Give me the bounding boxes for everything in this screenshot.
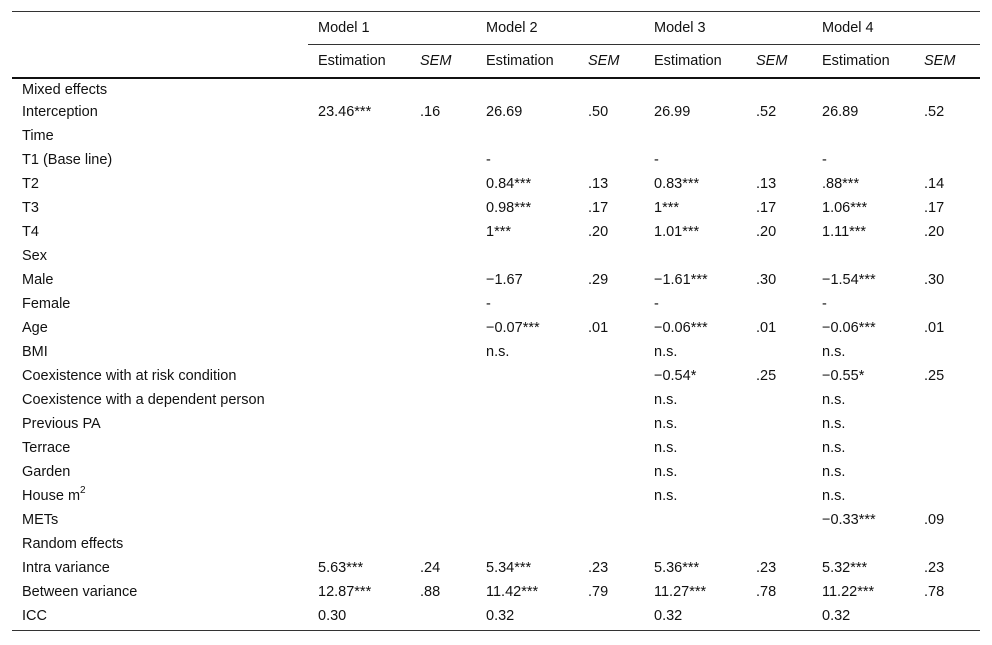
estimation-cell bbox=[308, 438, 410, 462]
table-row bbox=[12, 198, 980, 222]
estimation-cell bbox=[308, 198, 410, 222]
sem-cell bbox=[746, 126, 812, 150]
sem-cell bbox=[578, 246, 644, 270]
estimation-cell: −0.07*** bbox=[486, 320, 540, 336]
sem-cell bbox=[578, 342, 644, 366]
sem-cell bbox=[410, 534, 476, 558]
sem-cell bbox=[410, 270, 476, 294]
sem-cell bbox=[410, 390, 476, 414]
table-row bbox=[12, 294, 980, 318]
sem-cell bbox=[746, 78, 812, 102]
estimation-cell: 26.89 bbox=[822, 104, 859, 120]
sem-cell: .30 bbox=[756, 272, 777, 288]
row-label bbox=[12, 246, 308, 270]
table-row bbox=[12, 462, 980, 486]
sem-cell bbox=[914, 78, 980, 102]
estimation-cell: 0.83*** bbox=[654, 176, 700, 192]
sem-cell: .20 bbox=[588, 224, 609, 240]
row-label-text: T1 (Base line) bbox=[22, 152, 113, 168]
sem-cell bbox=[746, 438, 812, 462]
row-label-text: Coexistence with a dependent person bbox=[22, 392, 265, 408]
sem-cell bbox=[914, 342, 980, 366]
sem-cell bbox=[410, 366, 476, 390]
sem-cell bbox=[914, 126, 980, 150]
estimation-cell bbox=[308, 222, 410, 246]
estimation-cell bbox=[308, 318, 410, 342]
row-label bbox=[12, 318, 308, 342]
sem-cell bbox=[746, 510, 812, 534]
sem-cell bbox=[746, 414, 812, 438]
estimation-cell: n.s. bbox=[654, 464, 678, 480]
sem-cell bbox=[578, 294, 644, 318]
estimation-cell: 5.63*** bbox=[318, 560, 364, 576]
sem-header: SEM bbox=[914, 45, 980, 79]
header-corner bbox=[12, 12, 308, 45]
row-label bbox=[12, 438, 308, 462]
table-row bbox=[12, 222, 980, 246]
table-row bbox=[12, 342, 980, 366]
estimation-cell: - bbox=[486, 152, 491, 168]
estimation-cell bbox=[812, 246, 914, 270]
estimation-cell: n.s. bbox=[654, 392, 678, 408]
row-label bbox=[12, 342, 308, 366]
row-label-text: Time bbox=[22, 128, 54, 144]
sem-header: SEM bbox=[410, 45, 476, 79]
sem-cell bbox=[578, 414, 644, 438]
estimation-cell bbox=[308, 390, 410, 414]
row-label bbox=[12, 390, 308, 414]
sem-cell: .88 bbox=[420, 584, 441, 600]
table-row bbox=[12, 510, 980, 534]
estimation-cell: 0.32 bbox=[644, 606, 746, 631]
row-label-text: ICC bbox=[22, 608, 47, 624]
estimation-cell bbox=[476, 390, 578, 414]
sem-cell: .52 bbox=[924, 104, 945, 120]
estimation-cell bbox=[476, 414, 578, 438]
sem-cell bbox=[410, 222, 476, 246]
estimation-header: Estimation bbox=[644, 45, 746, 79]
sem-cell: .09 bbox=[924, 512, 945, 528]
row-label-text: Random effects bbox=[22, 536, 124, 552]
sem-cell bbox=[914, 150, 980, 174]
sem-cell: .13 bbox=[588, 176, 609, 192]
estimation-cell: .88*** bbox=[822, 176, 860, 192]
sem-cell bbox=[914, 414, 980, 438]
estimation-cell: 26.69 bbox=[486, 104, 523, 120]
estimation-cell bbox=[476, 534, 578, 558]
sem-cell bbox=[410, 174, 476, 198]
row-label-text: Terrace bbox=[22, 440, 71, 456]
table-row bbox=[12, 126, 980, 150]
estimation-cell: 0.98*** bbox=[486, 200, 532, 216]
estimation-cell: - bbox=[822, 296, 827, 312]
sem-cell: .01 bbox=[588, 320, 609, 336]
estimation-cell bbox=[308, 246, 410, 270]
table-row bbox=[12, 150, 980, 174]
sem-cell bbox=[914, 606, 980, 631]
row-label bbox=[12, 510, 308, 534]
sem-cell: .01 bbox=[924, 320, 945, 336]
estimation-cell: n.s. bbox=[486, 344, 510, 360]
row-label bbox=[12, 414, 308, 438]
estimation-cell bbox=[644, 510, 746, 534]
estimation-cell bbox=[644, 78, 746, 102]
estimation-header: Estimation bbox=[476, 45, 578, 79]
sem-cell: .79 bbox=[588, 584, 609, 600]
sem-cell: .20 bbox=[756, 224, 777, 240]
estimation-cell: 11.42*** bbox=[486, 584, 539, 600]
sem-cell bbox=[578, 486, 644, 510]
estimation-cell: 1.11*** bbox=[822, 224, 867, 240]
estimation-cell bbox=[812, 126, 914, 150]
sem-cell bbox=[746, 486, 812, 510]
estimation-header: Estimation bbox=[812, 45, 914, 79]
sem-cell bbox=[914, 438, 980, 462]
model-1-header: Model 1 bbox=[308, 12, 476, 45]
estimation-cell: n.s. bbox=[822, 344, 846, 360]
row-label bbox=[12, 366, 308, 390]
sem-cell bbox=[410, 294, 476, 318]
sem-cell bbox=[410, 198, 476, 222]
row-label-text: Coexistence with at risk condition bbox=[22, 368, 237, 384]
sem-cell: .20 bbox=[924, 224, 945, 240]
sem-cell: .78 bbox=[924, 584, 945, 600]
estimation-cell bbox=[476, 78, 578, 102]
row-label bbox=[12, 174, 308, 198]
table-row bbox=[12, 174, 980, 198]
table-row bbox=[12, 534, 980, 558]
row-label-text: Mixed effects bbox=[22, 82, 108, 98]
row-label-text: Male bbox=[22, 272, 54, 288]
sem-cell bbox=[578, 510, 644, 534]
sem-header: SEM bbox=[578, 45, 644, 79]
estimation-cell bbox=[308, 78, 410, 102]
estimation-cell: 0.30 bbox=[308, 606, 410, 631]
model-3-header: Model 3 bbox=[644, 12, 812, 45]
table-row bbox=[12, 606, 980, 631]
row-label-text: Intra variance bbox=[22, 560, 110, 576]
sem-cell bbox=[410, 606, 476, 631]
sem-cell: .24 bbox=[420, 560, 441, 576]
estimation-cell bbox=[476, 366, 578, 390]
estimation-cell bbox=[308, 486, 410, 510]
estimation-cell: n.s. bbox=[654, 344, 678, 360]
estimation-cell: −0.54* bbox=[654, 368, 697, 384]
estimation-cell: 1.06*** bbox=[822, 200, 868, 216]
sem-cell bbox=[914, 294, 980, 318]
sem-cell bbox=[410, 414, 476, 438]
table-row bbox=[12, 246, 980, 270]
estimation-cell bbox=[308, 414, 410, 438]
table-row bbox=[12, 78, 980, 102]
row-label bbox=[12, 606, 308, 631]
sem-cell bbox=[746, 246, 812, 270]
estimation-cell: 5.32*** bbox=[822, 560, 868, 576]
estimation-cell bbox=[476, 438, 578, 462]
estimation-cell: n.s. bbox=[654, 488, 678, 504]
row-label bbox=[12, 534, 308, 558]
sem-cell bbox=[578, 534, 644, 558]
row-label bbox=[12, 150, 308, 174]
sem-cell: .50 bbox=[588, 104, 609, 120]
row-label-text: BMI bbox=[22, 344, 48, 360]
sem-cell bbox=[578, 78, 644, 102]
sem-cell: .30 bbox=[924, 272, 945, 288]
table-row bbox=[12, 486, 980, 510]
row-label bbox=[12, 270, 308, 294]
estimation-cell bbox=[476, 126, 578, 150]
sem-cell: .29 bbox=[588, 272, 609, 288]
row-label-text: METs bbox=[22, 512, 59, 528]
estimation-cell: −0.33*** bbox=[822, 512, 876, 528]
table-row bbox=[12, 390, 980, 414]
sem-cell bbox=[578, 126, 644, 150]
subheader-row bbox=[12, 45, 980, 79]
estimation-cell: n.s. bbox=[654, 440, 678, 456]
sem-cell bbox=[746, 462, 812, 486]
sem-cell bbox=[410, 438, 476, 462]
estimation-cell bbox=[308, 150, 410, 174]
estimation-cell bbox=[308, 342, 410, 366]
sem-cell bbox=[410, 318, 476, 342]
row-label bbox=[12, 126, 308, 150]
sem-cell: .52 bbox=[756, 104, 777, 120]
estimation-cell bbox=[476, 462, 578, 486]
row-label-text: T3 bbox=[22, 200, 39, 216]
estimation-cell: −0.06*** bbox=[822, 320, 876, 336]
estimation-cell: 23.46*** bbox=[318, 104, 372, 120]
sem-cell: .23 bbox=[588, 560, 609, 576]
row-label bbox=[12, 462, 308, 486]
sem-header: SEM bbox=[746, 45, 812, 79]
row-label bbox=[12, 294, 308, 318]
estimation-cell: n.s. bbox=[654, 416, 678, 432]
estimation-cell bbox=[812, 534, 914, 558]
estimation-cell: 26.99 bbox=[654, 104, 691, 120]
results-table-container bbox=[12, 11, 980, 631]
sem-cell bbox=[578, 390, 644, 414]
row-label bbox=[12, 558, 308, 582]
estimation-cell: 0.32 bbox=[476, 606, 578, 631]
estimation-cell bbox=[308, 462, 410, 486]
row-label bbox=[12, 198, 308, 222]
estimation-cell: 11.27*** bbox=[654, 584, 707, 600]
sem-cell: .14 bbox=[924, 176, 945, 192]
estimation-cell: 1*** bbox=[654, 200, 679, 216]
estimation-cell: - bbox=[654, 296, 659, 312]
row-label-text: House m bbox=[22, 488, 81, 504]
sem-cell bbox=[746, 150, 812, 174]
estimation-cell bbox=[644, 126, 746, 150]
row-label-text: T4 bbox=[22, 224, 39, 240]
estimation-cell bbox=[812, 78, 914, 102]
estimation-cell: n.s. bbox=[822, 488, 846, 504]
estimation-cell bbox=[476, 486, 578, 510]
estimation-cell: n.s. bbox=[822, 440, 846, 456]
sem-cell bbox=[578, 462, 644, 486]
sem-cell: .16 bbox=[420, 104, 441, 120]
estimation-cell bbox=[476, 510, 578, 534]
estimation-cell bbox=[308, 366, 410, 390]
sem-cell bbox=[746, 294, 812, 318]
sem-cell bbox=[410, 510, 476, 534]
estimation-cell: 0.32 bbox=[812, 606, 914, 631]
row-label bbox=[12, 222, 308, 246]
sem-cell bbox=[410, 342, 476, 366]
sem-cell bbox=[410, 462, 476, 486]
sem-cell: .78 bbox=[756, 584, 777, 600]
sem-cell bbox=[914, 486, 980, 510]
estimation-cell: 12.87*** bbox=[318, 584, 372, 600]
estimation-cell: −1.67 bbox=[486, 272, 523, 288]
table-row bbox=[12, 270, 980, 294]
sem-cell bbox=[746, 342, 812, 366]
sem-cell bbox=[914, 390, 980, 414]
row-label-text: Interception bbox=[22, 104, 98, 120]
row-label bbox=[12, 486, 308, 510]
estimation-cell: - bbox=[486, 296, 491, 312]
estimation-cell: - bbox=[654, 152, 659, 168]
row-label-text: T2 bbox=[22, 176, 39, 192]
sem-cell: .17 bbox=[756, 200, 777, 216]
estimation-cell bbox=[644, 246, 746, 270]
sem-cell bbox=[746, 606, 812, 631]
sem-cell bbox=[410, 486, 476, 510]
results-table bbox=[12, 11, 980, 631]
estimation-cell bbox=[308, 126, 410, 150]
row-label-text: Between variance bbox=[22, 584, 138, 600]
estimation-cell bbox=[476, 246, 578, 270]
sem-cell bbox=[578, 606, 644, 631]
estimation-cell: −0.06*** bbox=[654, 320, 708, 336]
subheader-corner bbox=[12, 45, 308, 79]
estimation-cell bbox=[308, 294, 410, 318]
estimation-cell: 11.22*** bbox=[822, 584, 875, 600]
sem-cell: .13 bbox=[756, 176, 777, 192]
row-label bbox=[12, 102, 308, 126]
sem-cell bbox=[914, 534, 980, 558]
sem-cell: .23 bbox=[756, 560, 777, 576]
sem-cell bbox=[578, 366, 644, 390]
estimation-cell: n.s. bbox=[822, 392, 846, 408]
estimation-cell: 1.01*** bbox=[654, 224, 700, 240]
estimation-header: Estimation bbox=[308, 45, 410, 79]
sem-cell bbox=[746, 534, 812, 558]
row-label-text: Sex bbox=[22, 248, 47, 264]
estimation-cell bbox=[308, 270, 410, 294]
estimation-cell: −1.54*** bbox=[822, 272, 876, 288]
row-label-text: Age bbox=[22, 320, 48, 336]
sem-cell bbox=[578, 438, 644, 462]
estimation-cell: n.s. bbox=[822, 464, 846, 480]
row-label-text: Female bbox=[22, 296, 71, 312]
sem-cell bbox=[410, 150, 476, 174]
table-body bbox=[12, 78, 980, 631]
estimation-cell: 5.34*** bbox=[486, 560, 532, 576]
row-label-text: Previous PA bbox=[22, 416, 101, 432]
row-label-text: Garden bbox=[22, 464, 71, 480]
sem-cell bbox=[914, 462, 980, 486]
model-4-header: Model 4 bbox=[812, 12, 980, 45]
estimation-cell bbox=[308, 174, 410, 198]
sem-cell bbox=[914, 246, 980, 270]
row-label bbox=[12, 78, 308, 102]
model-2-header: Model 2 bbox=[476, 12, 644, 45]
estimation-cell bbox=[308, 510, 410, 534]
sem-cell: .23 bbox=[924, 560, 945, 576]
table-row bbox=[12, 318, 980, 342]
table-row bbox=[12, 558, 980, 582]
sem-cell: .01 bbox=[756, 320, 777, 336]
sem-cell bbox=[410, 246, 476, 270]
estimation-cell: −1.61*** bbox=[654, 272, 708, 288]
sem-cell bbox=[746, 390, 812, 414]
sem-cell bbox=[410, 126, 476, 150]
table-row bbox=[12, 438, 980, 462]
table-row bbox=[12, 366, 980, 390]
sem-cell bbox=[578, 150, 644, 174]
table-row bbox=[12, 102, 980, 126]
sem-cell bbox=[410, 78, 476, 102]
estimation-cell: 5.36*** bbox=[654, 560, 700, 576]
estimation-cell bbox=[644, 534, 746, 558]
sem-cell: .25 bbox=[924, 368, 945, 384]
estimation-cell: 0.84*** bbox=[486, 176, 532, 192]
estimation-cell: n.s. bbox=[822, 416, 846, 432]
sem-cell: .17 bbox=[588, 200, 609, 216]
row-label bbox=[12, 582, 308, 606]
estimation-cell: 1*** bbox=[486, 224, 511, 240]
estimation-cell: - bbox=[822, 152, 827, 168]
table-row bbox=[12, 414, 980, 438]
estimation-cell bbox=[308, 534, 410, 558]
sem-cell: .17 bbox=[924, 200, 945, 216]
model-header-row bbox=[12, 12, 980, 45]
estimation-cell: −0.55* bbox=[822, 368, 865, 384]
table-row bbox=[12, 582, 980, 606]
sem-cell: .25 bbox=[756, 368, 777, 384]
row-label-superscript: 2 bbox=[80, 485, 86, 497]
